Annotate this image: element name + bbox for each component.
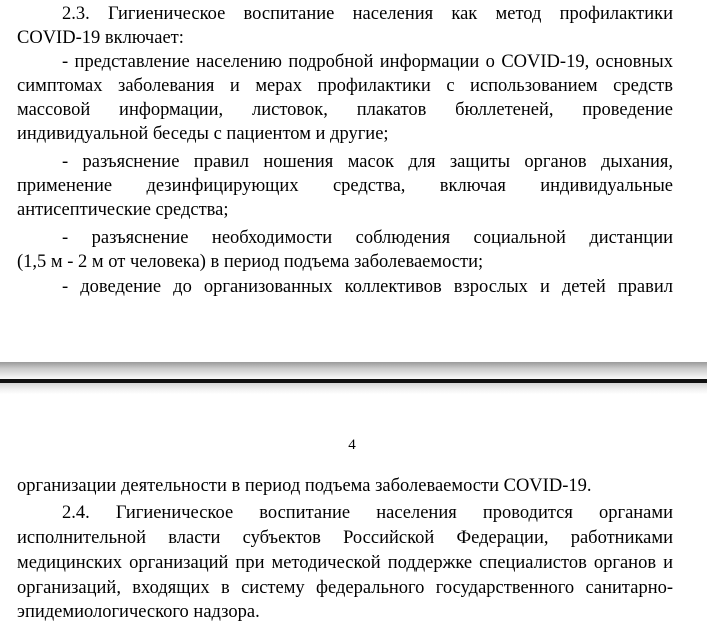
- bullet-2-line-3: антисептические средства;: [17, 200, 229, 220]
- paragraph-2-4-line-3: медицинских организаций при методической поддержке специалистов органов и: [17, 553, 673, 573]
- paragraph-2-4-line-1: 2.4. Гигиеническое воспитание населения проводится органами: [62, 503, 673, 523]
- bullet-1-line-3: массовой информации, листовок, плакатов бюллетеней, проведение: [17, 100, 673, 120]
- paragraph-2-4-line-5: эпидемиологического надзора.: [17, 602, 260, 622]
- page-break-separator: [0, 362, 707, 394]
- document-page-bottom: [0, 394, 707, 629]
- bullet-1-line-1: - представление населению подробной информации о COVID-19, основных: [62, 52, 673, 72]
- paragraph-2-4-line-4: организаций, входящих в систему федерального государственного санитарно-: [17, 578, 673, 598]
- bullet-2-line-1: - разъяснение правил ношения масок для защиты органов дыхания,: [62, 152, 673, 172]
- paragraph-2-4-line-2: исполнительной власти субъектов Российской Федерации, работниками: [17, 528, 673, 548]
- page-number: 4: [348, 437, 356, 453]
- bullet-1-line-4: индивидуальной беседы с пациентом и другие;: [17, 124, 389, 144]
- bullet-2-line-2: применение дезинфицирующих средства, включая индивидуальные: [17, 176, 673, 196]
- paragraph-2-3-line-1: 2.3. Гигиеническое воспитание населения как метод профилактики: [62, 4, 673, 24]
- bullet-3-line-1: - разъяснение необходимости соблюдения социальной дистанции: [62, 228, 673, 248]
- bullet-1-line-2: симптомах заболевания и мерах профилактики с использованием средств: [17, 76, 673, 96]
- paragraph-2-3-line-2: COVID-19 включает:: [17, 28, 184, 48]
- bullet-4-line-1: - доведение до организованных коллективов взрослых и детей правил: [62, 277, 673, 297]
- bullet-3-line-2: (1,5 м - 2 м от человека) в период подъема заболеваемости;: [17, 252, 484, 272]
- bullet-4-continuation: организации деятельности в период подъема заболеваемости COVID-19.: [17, 476, 592, 496]
